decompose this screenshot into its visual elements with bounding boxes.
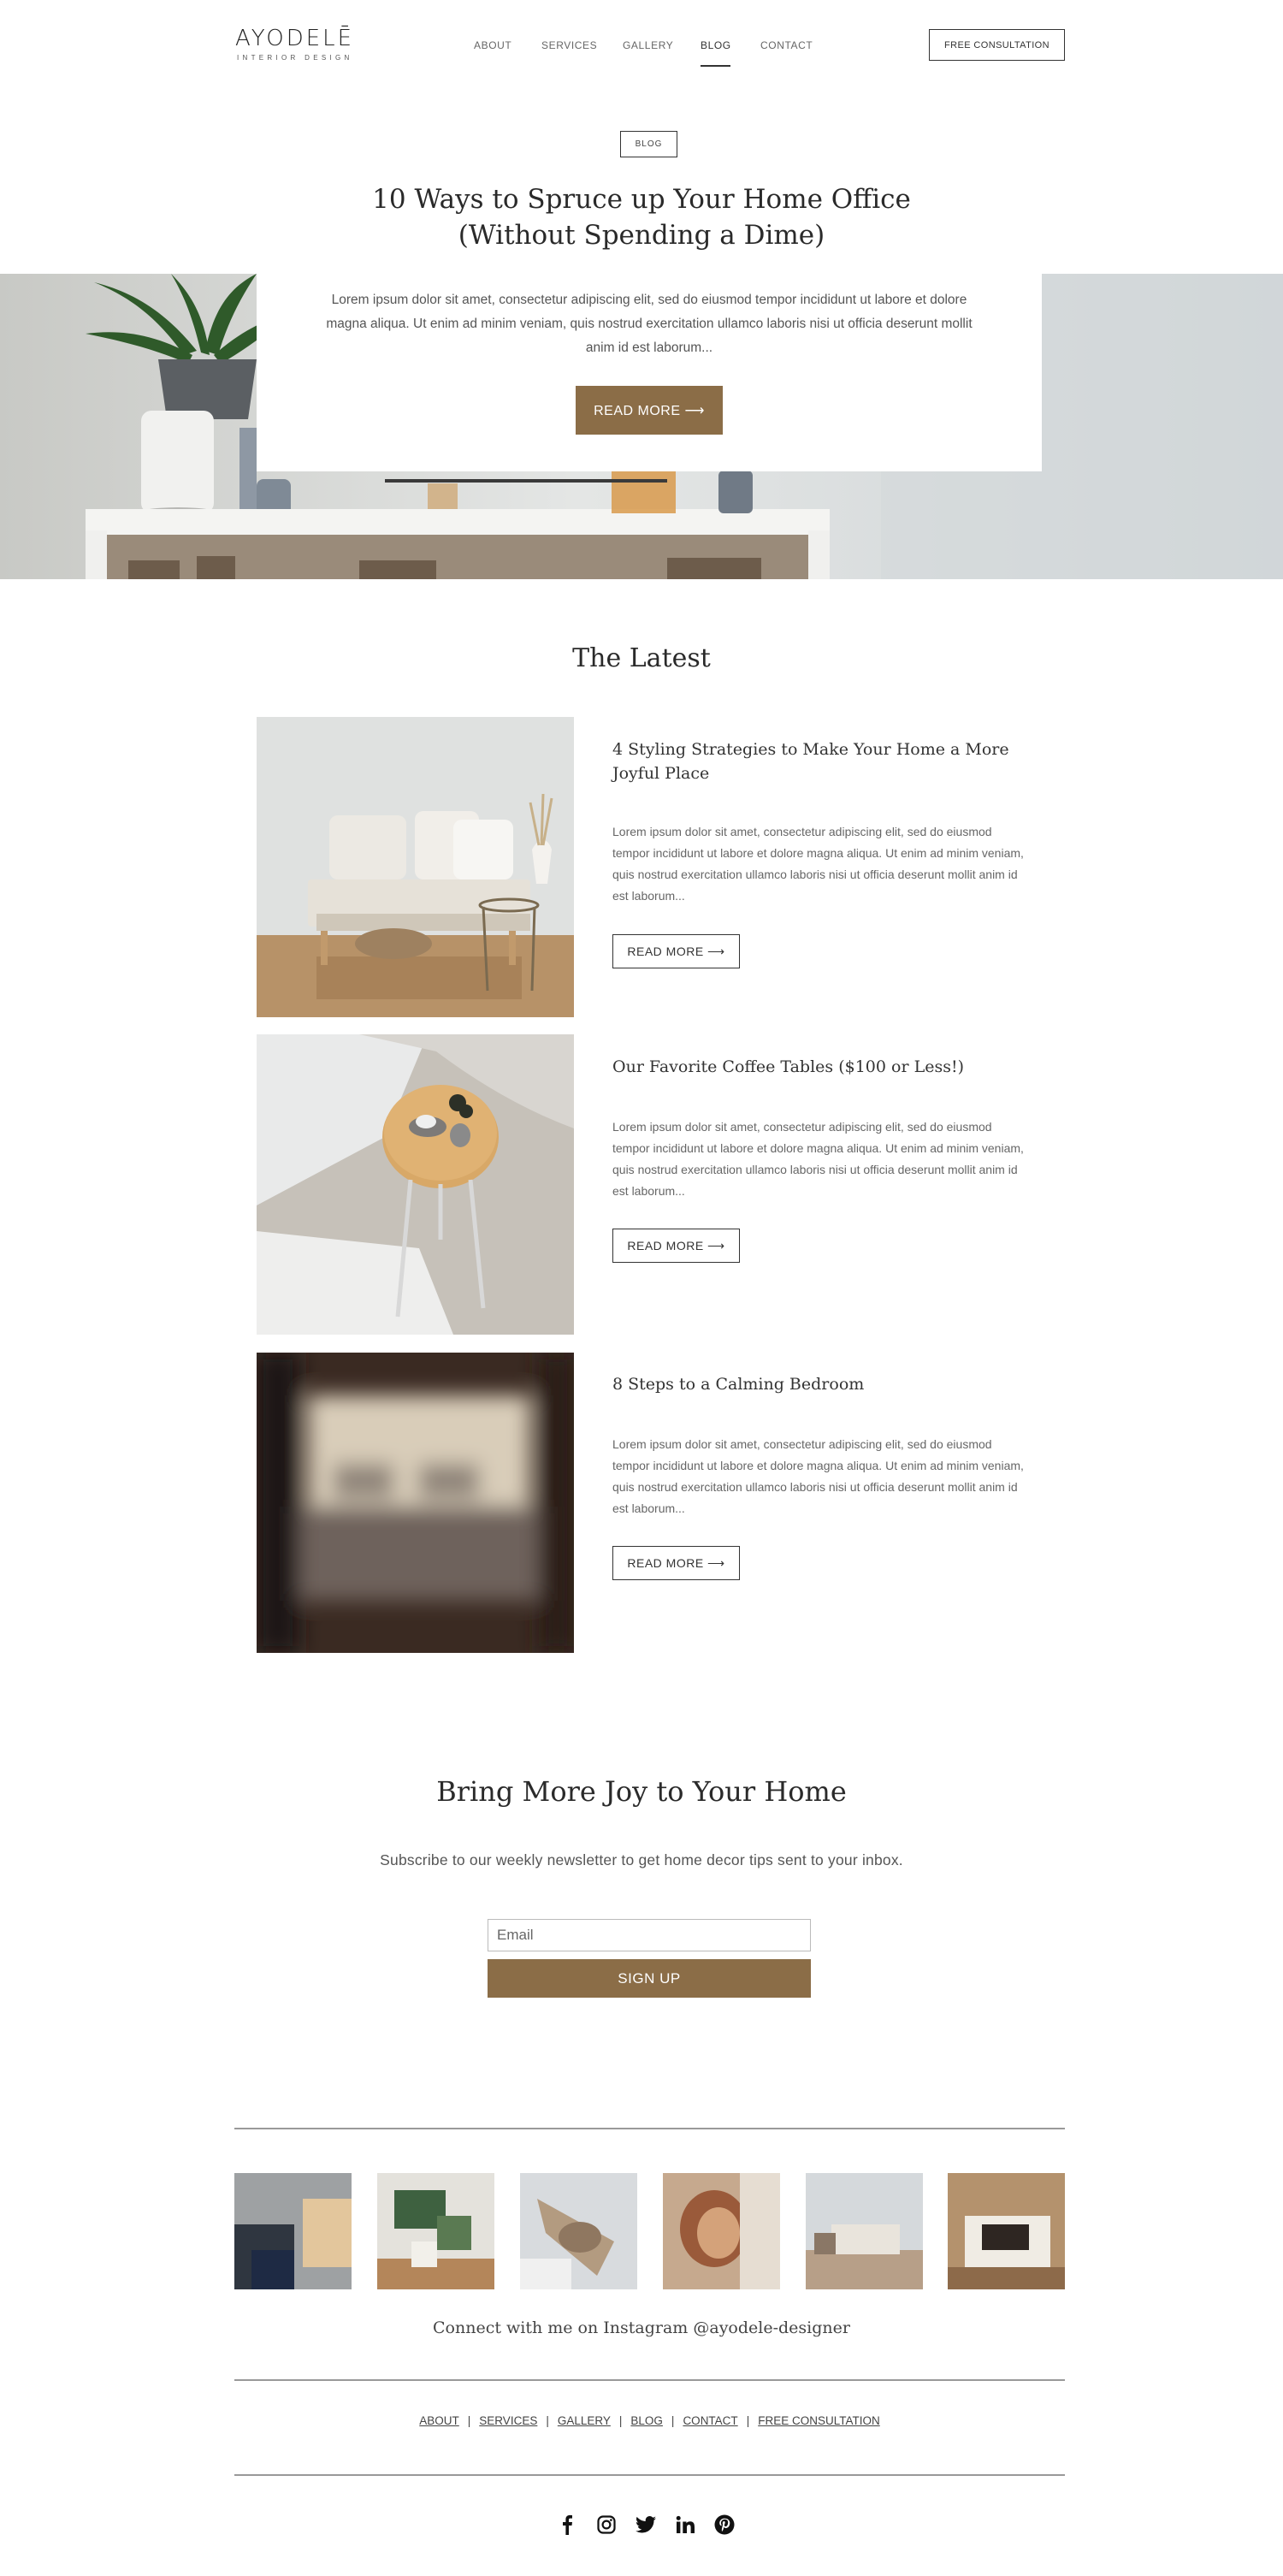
- post-read-more-button-1[interactable]: READ MORE ⟶: [612, 934, 740, 968]
- footer-separator: |: [671, 2414, 675, 2427]
- hero-title-line-1: 10 Ways to Spruce up Your Home Office: [372, 184, 911, 215]
- post-read-more-button-2[interactable]: READ MORE ⟶: [612, 1229, 740, 1263]
- footer-link-contact[interactable]: CONTACT: [683, 2414, 738, 2427]
- instagram-post-5[interactable]: [806, 2173, 923, 2289]
- social-links: [556, 2514, 736, 2536]
- footer-link-free-consultation[interactable]: FREE CONSULTATION: [758, 2414, 880, 2427]
- divider: [234, 2474, 1065, 2476]
- latest-heading: The Latest: [572, 643, 711, 673]
- sign-up-button[interactable]: SIGN UP: [488, 1959, 811, 1998]
- footer-nav: [234, 2414, 1065, 2427]
- post-title-1[interactable]: 4 Styling Strategies to Make Your Home a More Joyful Place: [612, 740, 1009, 783]
- post-read-more-button-3[interactable]: READ MORE ⟶: [612, 1546, 740, 1580]
- nav-gallery[interactable]: GALLERY: [623, 39, 674, 51]
- post-image-1[interactable]: [257, 717, 574, 1017]
- nav-blog[interactable]: BLOG: [701, 39, 731, 51]
- hero-title-line-2: (Without Spending a Dime): [458, 220, 825, 251]
- category-tag[interactable]: BLOG: [620, 131, 677, 157]
- nav-active-indicator: [701, 65, 730, 67]
- instagram-icon[interactable]: [595, 2514, 618, 2536]
- post-title-3[interactable]: 8 Steps to a Calming Bedroom: [612, 1375, 865, 1394]
- instagram-post-4[interactable]: [663, 2173, 780, 2289]
- instagram-post-1[interactable]: [234, 2173, 352, 2289]
- nav-services[interactable]: SERVICES: [541, 39, 598, 51]
- post-image-2[interactable]: [257, 1034, 574, 1335]
- newsletter-heading: Bring More Joy to Your Home: [436, 1775, 847, 1808]
- nav-contact[interactable]: CONTACT: [760, 39, 813, 51]
- linkedin-icon[interactable]: [674, 2514, 696, 2536]
- post-excerpt-2: Lorem ipsum dolor sit amet, consectetur adipiscing elit, sed do eiusmod tempor incididunt ut labore et dolore magna aliqua. Ut enim ad minim veniam, quis nostrud exercitation ullamco laboris nisi ut officia deserunt mollit anim id est laborum...: [612, 1120, 1024, 1198]
- hero-title[interactable]: [257, 181, 1026, 253]
- email-field[interactable]: [488, 1919, 811, 1951]
- brand-tagline: INTERIOR DESIGN: [237, 54, 353, 62]
- instagram-post-3[interactable]: [520, 2173, 637, 2289]
- hero-read-more-button[interactable]: READ MORE ⟶: [576, 386, 723, 435]
- post-excerpt-3: Lorem ipsum dolor sit amet, consectetur adipiscing elit, sed do eiusmod tempor incididunt ut labore et dolore magna aliqua. Ut enim ad minim veniam, quis nostrud exercitation ullamco laboris nisi ut officia deserunt mollit anim id est laborum...: [612, 1437, 1024, 1515]
- divider: [234, 2128, 1065, 2129]
- footer-separator: |: [546, 2414, 549, 2427]
- footer-separator: |: [746, 2414, 750, 2427]
- footer-separator: |: [618, 2414, 623, 2427]
- newsletter-subtext: Subscribe to our weekly newsletter to get home decor tips sent to your inbox.: [380, 1851, 903, 1868]
- footer-link-about[interactable]: ABOUT: [419, 2414, 459, 2427]
- footer-link-gallery[interactable]: GALLERY: [557, 2414, 611, 2427]
- hero-excerpt: Lorem ipsum dolor sit amet, consectetur adipiscing elit, sed do eiusmod tempor incididunt ut labore et dolore magna aliqua. Ut enim ad minim veniam, quis nostrud exercitation ullamco laboris nisi ut officia deserunt mollit anim id est laborum...: [326, 293, 973, 355]
- brand-logo[interactable]: AYODELĒ: [235, 26, 355, 51]
- divider: [234, 2379, 1065, 2381]
- free-consultation-button[interactable]: FREE CONSULTATION: [929, 29, 1065, 61]
- pinterest-icon[interactable]: [713, 2514, 736, 2536]
- facebook-icon[interactable]: [556, 2514, 578, 2536]
- instagram-caption[interactable]: Connect with me on Instagram @ayodele-designer: [433, 2318, 850, 2337]
- post-title-2[interactable]: Our Favorite Coffee Tables ($100 or Less!): [612, 1057, 964, 1076]
- post-excerpt-1: Lorem ipsum dolor sit amet, consectetur adipiscing elit, sed do eiusmod tempor incididunt ut labore et dolore magna aliqua. Ut enim ad minim veniam, quis nostrud exercitation ullamco laboris nisi ut officia deserunt mollit anim id est laborum...: [612, 825, 1024, 903]
- twitter-icon[interactable]: [635, 2514, 657, 2536]
- instagram-post-6[interactable]: [948, 2173, 1065, 2289]
- instagram-post-2[interactable]: [377, 2173, 494, 2289]
- footer-link-services[interactable]: SERVICES: [479, 2414, 538, 2427]
- nav-about[interactable]: ABOUT: [474, 39, 512, 51]
- footer-separator: |: [467, 2414, 471, 2427]
- footer-link-blog[interactable]: BLOG: [630, 2414, 663, 2427]
- post-image-3[interactable]: [257, 1353, 574, 1653]
